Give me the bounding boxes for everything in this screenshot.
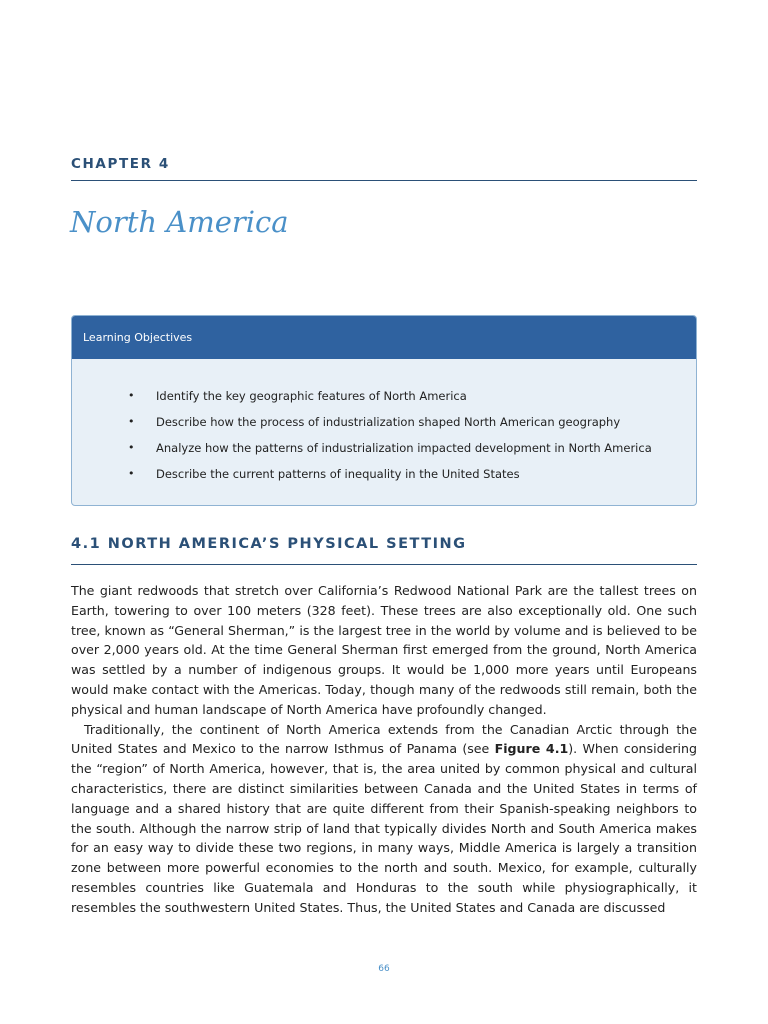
bullet-icon: •: [128, 441, 135, 454]
figure-reference-link[interactable]: Figure 4.1: [494, 741, 569, 757]
paragraph-text: ). When considering the “region” of North America, however, that is, the area united by common physical and cultural characteristics, there are distinct similarities between Canada and the United States in terms of language and a shared history that are quite different from their Spanish-speaking neighbors to the south. Although the narrow strip of land that typically divides North and South America makes for an easy way to divide these two regions, in many ways, Middle America is largely a transition zone between more powerful economies to the north and south. Mexico, for example, culturally resembles countries like Guatemala and Honduras to the south while physiographically, it resembles the southwestern United States. Thus, the United States and Canada are discussed: [71, 741, 697, 915]
learning-objectives-box: [71, 315, 697, 506]
chapter-divider: [71, 180, 697, 181]
objective-text: Identify the key geographic features of North America: [156, 389, 467, 403]
paragraph: The giant redwoods that stretch over California’s Redwood National Park are the tallest trees on Earth, towering to over 100 meters (328 feet). These trees are also exceptionally old. One such tree, known as “General Sherman,” is the largest tree in the world by volume and is believed to be over 2,000 years old. At the time General Sherman first emerged from the ground, North America was settled by a number of indigenous groups. It would be 1,000 more years until Europeans would make contact with the Americas. Today, though many of the redwoods still remain, both the physical and human landscape of North America have profoundly changed.: [71, 583, 697, 717]
page-number: 66: [378, 964, 390, 974]
list-item: [72, 461, 696, 487]
objective-text: Analyze how the patterns of industrialization impacted development in North America: [156, 441, 652, 455]
list-item: [72, 383, 696, 409]
bullet-icon: •: [128, 467, 135, 480]
section-divider: [71, 564, 697, 565]
objective-text: Describe the current patterns of inequality in the United States: [156, 467, 520, 481]
paragraph-text: Traditionally, the continent of North America extends from the Canadian Arctic through the United States and Mexico to the narrow Isthmus of Panama (see: [71, 721, 697, 757]
paragraph: [71, 720, 697, 918]
section-body: [71, 581, 697, 918]
chapter-title: North America: [70, 205, 289, 239]
learning-objectives-list: [72, 359, 696, 487]
learning-objectives-header: Learning Objectives: [72, 316, 696, 359]
section-heading: 4.1 NORTH AMERICA’S PHYSICAL SETTING: [71, 536, 467, 552]
chapter-label: CHAPTER 4: [71, 156, 170, 172]
objective-text: Describe how the process of industrialization shaped North American geography: [156, 415, 621, 429]
bullet-icon: •: [128, 415, 135, 428]
list-item: [72, 409, 696, 435]
list-item: [72, 435, 696, 461]
bullet-icon: •: [128, 389, 135, 402]
